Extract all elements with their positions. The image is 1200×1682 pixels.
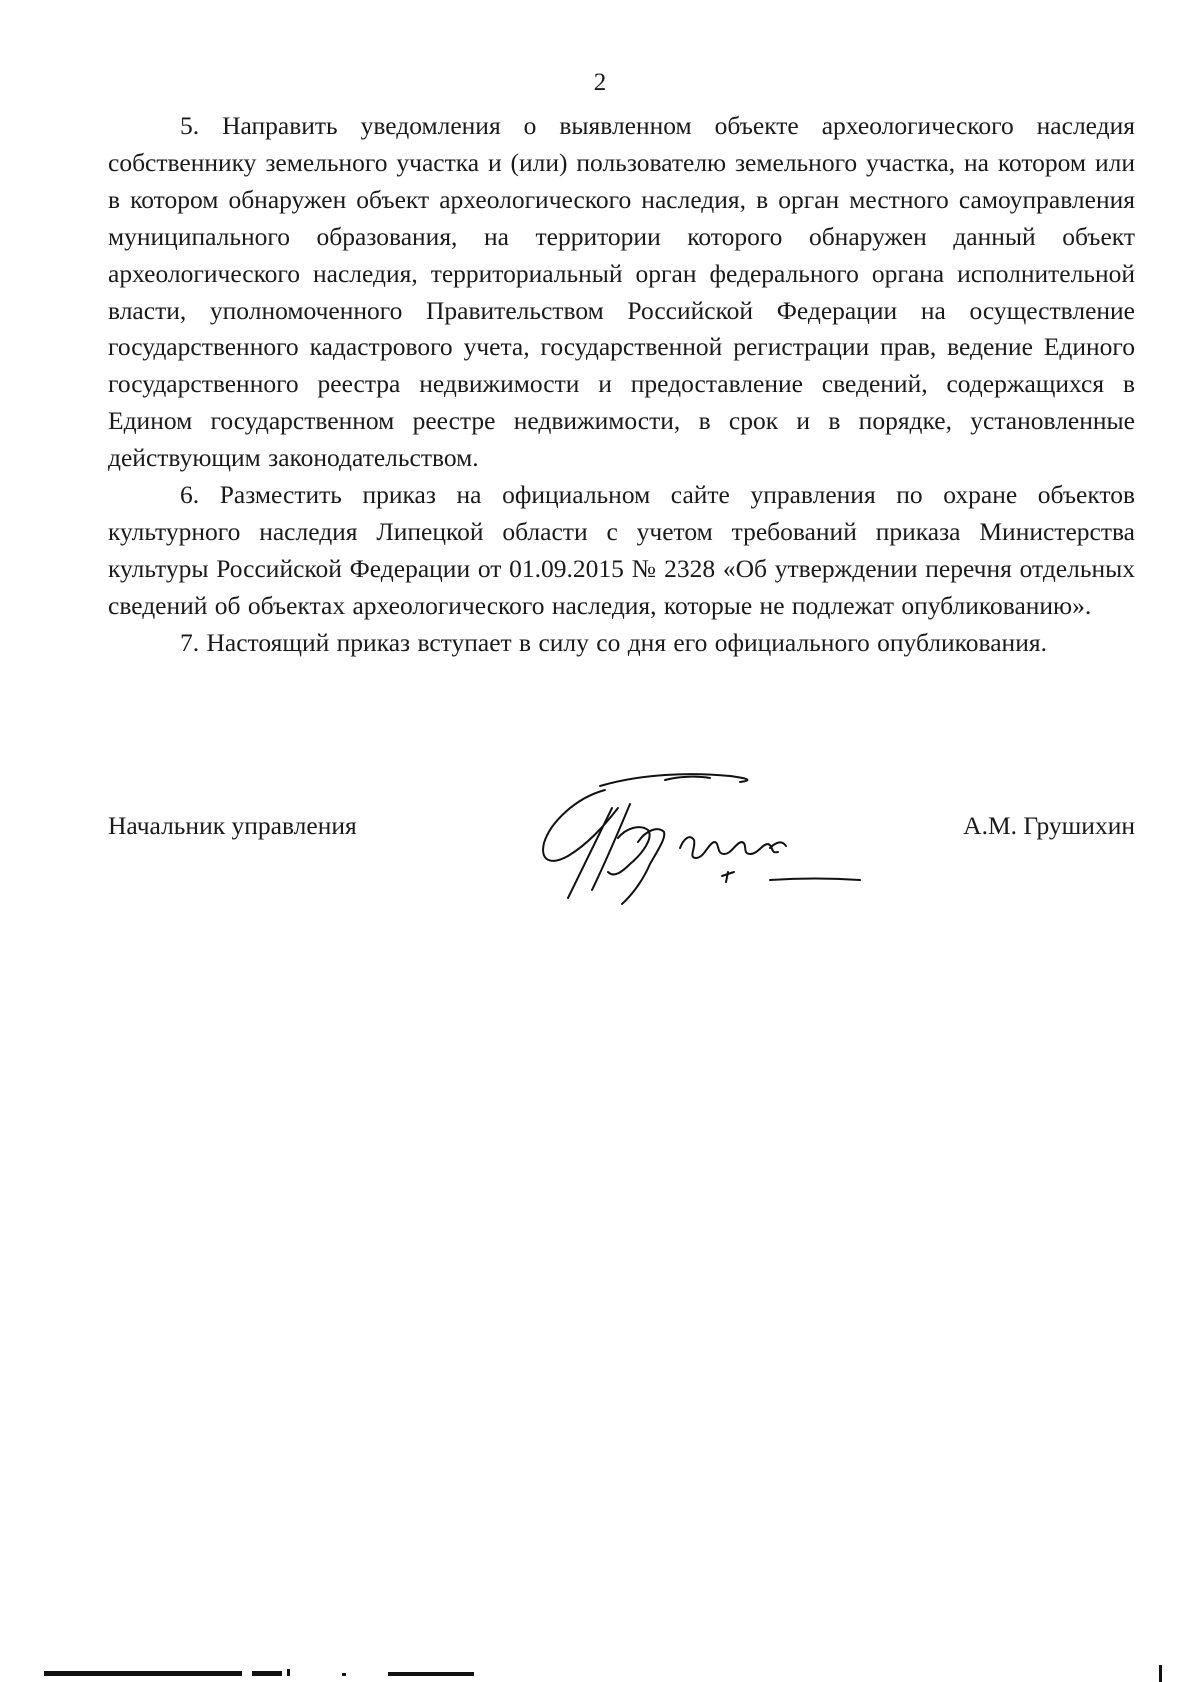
paragraph-5: 5. Направить уведомления о выявленном объекте археологического наследия собственнику земельного участка и (или) пользователю земельного участка, на котором или в котором обнаружен объект археологического наследия, в орган местного самоуправления муниципального образования, на территории которого обнаружен данный объект археологического наследия, территориальный орган федерального органа исполнительной власти, уполномоченного Правительством Российской Федерации на осуществление государственного кадастрового учета, государственной регистрации прав, ведение Единого государственного реестра недвижимости и предоставление сведений, содержащихся в Едином государственном реестре недвижимости, в срок и в порядке, установленные действующим законодательством. bbox=[108, 111, 1135, 473]
page-number: 2 bbox=[593, 69, 607, 96]
scan-mark bbox=[287, 1669, 290, 1676]
paragraph-7: 7. Настоящий приказ вступает в силу со дня его официального опубликования. bbox=[180, 627, 1047, 657]
document-body bbox=[108, 108, 1135, 662]
scan-mark bbox=[1159, 1665, 1162, 1682]
signatory-position: Начальник управления bbox=[108, 811, 357, 840]
scan-mark bbox=[252, 1671, 282, 1676]
scan-footer-marks bbox=[0, 1665, 1200, 1682]
scan-mark bbox=[388, 1672, 474, 1676]
paragraph-6: 6. Разместить приказ на официальном сайте управления по охране объектов культурного наследия Липецкой области с учетом требований приказа Министерства культуры Российской Федерации от 01.09.2015 № 2328 «Об утверждении перечня отдельных сведений об объектах археологического наследия, которые не подлежат опубликованию». bbox=[108, 480, 1135, 620]
signatory-name: А.М. Грушихин bbox=[963, 811, 1135, 840]
handwritten-signature bbox=[530, 768, 880, 918]
scan-mark bbox=[342, 1673, 346, 1676]
scan-mark bbox=[44, 1671, 242, 1676]
